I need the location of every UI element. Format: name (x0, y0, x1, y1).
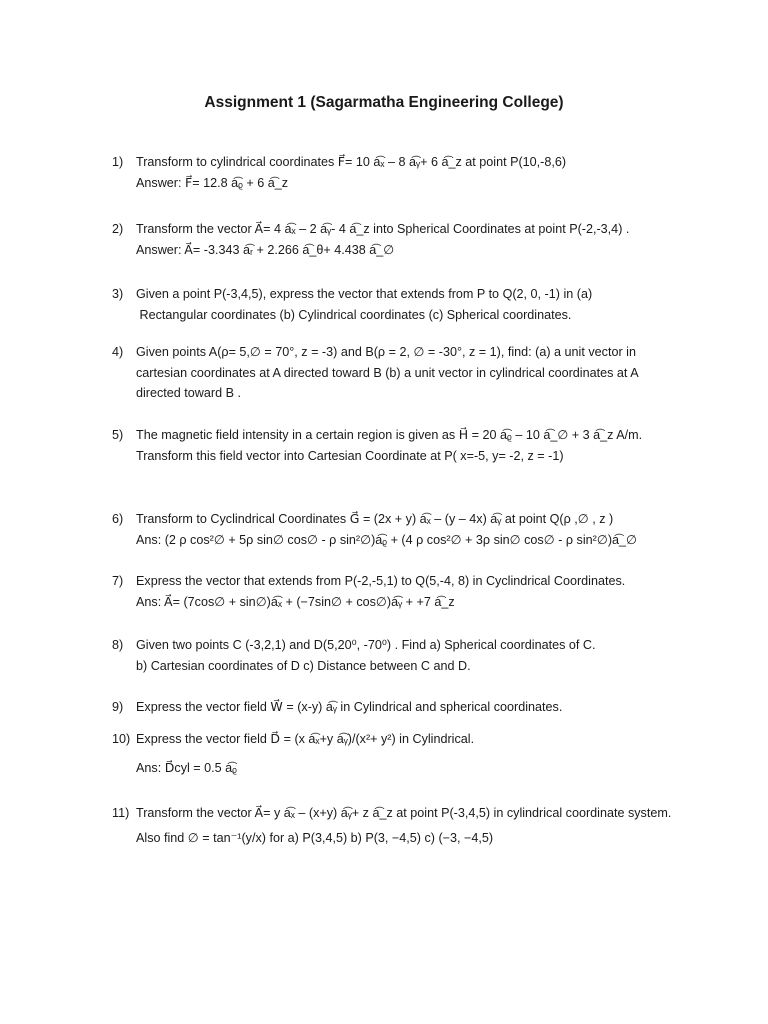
page-title: Assignment 1 (Sagarmatha Engineering College) (204, 94, 564, 111)
answer-line: Ans: A⃗= (7cos∅ + sin∅)a͡ₓ + (−7sin∅ + cos∅)a͡ᵧ + +7 a͡_z (136, 594, 455, 609)
question-line: Transform this field vector into Cartesian Coordinate at P( x=-5, y= -2, z = -1) (136, 448, 564, 463)
question-line: Transform to Cyclindrical Coordinates G⃗ = (2x + y) a͡ₓ – (y – 4x) a͡ᵧ at point Q(ρ ,∅ , z ) (136, 512, 614, 526)
question-line: Express the vector that extends from P(-2,-5,1) to Q(5,-4, 8) in Cyclindrical Coordinates. (136, 574, 626, 588)
question-10 (112, 729, 692, 778)
question-line: Also find ∅ = tan⁻¹(y/x) for a) P(3,4,5) b) P(3, −4,5) c) (−3, −4,5) (136, 830, 494, 845)
question-number: 11) (112, 806, 130, 820)
question-number: 2) (112, 222, 124, 236)
question-number: 5) (112, 428, 124, 442)
question-number: 4) (112, 345, 124, 359)
question-line: Express the vector field D⃗ = (x a͡ₓ+y a͡ᵧ)/(x²+ y²) in Cylindrical. (136, 732, 475, 746)
question-line: Given two points C (-3,2,1) and D(5,20⁰, -70⁰) . Find a) Spherical coordinates of C. (136, 638, 596, 652)
question-9 (112, 697, 692, 718)
question-number: 7) (112, 574, 124, 588)
answer-line: Answer: A⃗= -3.343 a͡ᵣ + 2.266 a͡_θ+ 4.438 a͡_∅ (136, 242, 395, 257)
question-line: Transform the vector A⃗= y a͡ₓ – (x+y) a͡ᵧ+ z a͡_z at point P(-3,4,5) in cylindrical coordinate system. (136, 806, 672, 820)
question-line: Transform to cylindrical coordinates F⃗= 10 a͡ₓ – 8 a͡ᵧ+ 6 a͡_z at point P(10,-8,6) (136, 155, 567, 169)
answer-line: Answer: F⃗= 12.8 a͡ᵨ + 6 a͡_z (136, 175, 289, 190)
question-3 (112, 284, 692, 325)
question-7 (112, 571, 692, 612)
answer-line: Ans: D⃗cyl = 0.5 a͡ᵨ (136, 760, 237, 775)
question-6 (112, 509, 692, 550)
question-line: The magnetic field intensity in a certain region is given as H⃗ = 20 a͡ᵨ – 10 a͡_∅ + 3 a͡_z A/m. (136, 428, 643, 442)
question-line: directed toward B . (136, 386, 241, 400)
question-line: cartesian coordinates at A directed toward B (b) a unit vector in cylindrical coordinates at A (136, 365, 639, 380)
question-number: 8) (112, 638, 124, 652)
question-11 (112, 803, 692, 848)
question-line: Given a point P(-3,4,5), express the vector that extends from P to Q(2, 0, -1) in (a) (136, 287, 593, 301)
question-4 (112, 342, 692, 404)
question-number: 6) (112, 512, 124, 526)
answer-line: Ans: (2 ρ cos²∅ + 5ρ sin∅ cos∅ - ρ sin²∅)a͡ᵨ + (4 ρ cos²∅ + 3ρ sin∅ cos∅ - ρ sin²∅)a͡_∅ (136, 532, 637, 547)
question-number: 10) (112, 732, 131, 746)
question-8 (112, 635, 692, 676)
question-number: 9) (112, 700, 124, 714)
question-line: Rectangular coordinates (b) Cylindrical coordinates (c) Spherical coordinates. (136, 307, 572, 322)
question-2 (112, 219, 692, 260)
question-5 (112, 425, 692, 466)
question-number: 1) (112, 155, 124, 169)
question-number: 3) (112, 287, 124, 301)
question-line: Given points A(ρ= 5,∅ = 70°, z = -3) and B(ρ = 2, ∅ = -30°, z = 1), find: (a) a unit vector in (136, 345, 636, 359)
question-1 (112, 152, 692, 193)
question-line: Transform the vector A⃗= 4 a͡ₓ – 2 a͡ᵧ- 4 a͡_z into Spherical Coordinates at point P(-2,-3,4) . (136, 222, 630, 236)
question-line: b) Cartesian coordinates of D c) Distance between C and D. (136, 658, 471, 673)
question-line: Express the vector field W⃗ = (x-y) a͡ᵧ in Cylindrical and spherical coordinates. (136, 700, 563, 714)
